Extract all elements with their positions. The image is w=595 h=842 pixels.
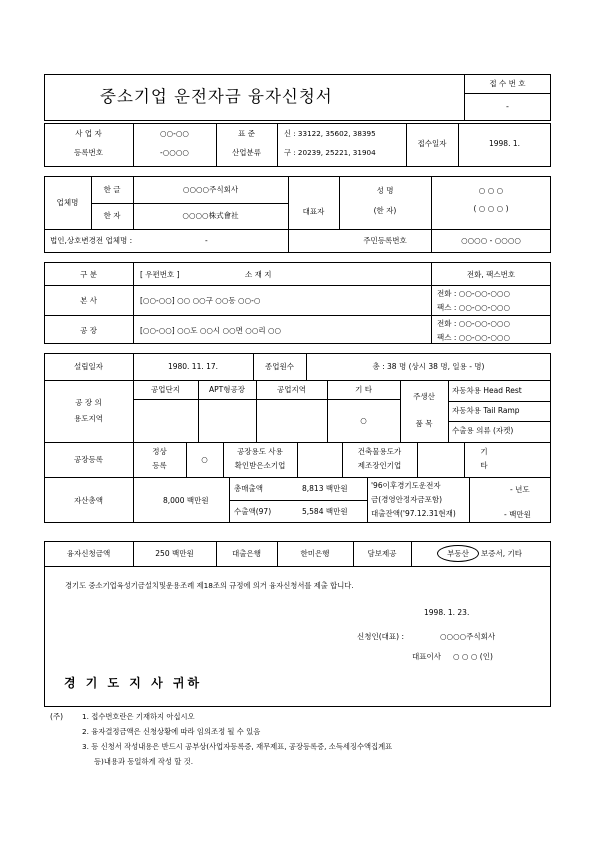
zone-label: 공 장 의 bbox=[75, 398, 102, 407]
zone-label-2: 용도지역 bbox=[74, 414, 103, 423]
resident-number-value: ○○○○ - ○○○○ bbox=[461, 236, 521, 245]
zone-col-other: 기 타 bbox=[355, 385, 372, 394]
exports-label: 수출액(97) bbox=[234, 507, 272, 516]
total-sales-label: 총매출액 bbox=[234, 484, 263, 493]
product-3: 수출용 의류 (자켓) bbox=[452, 426, 514, 435]
location-header-phone: 전화, 팩스번호 bbox=[466, 270, 516, 279]
collateral-label: 담보제공 bbox=[367, 549, 397, 558]
hq-address: [○○-○○] ○○ ○○구 ○○동 ○○-○ bbox=[140, 296, 261, 305]
hangul-label: 한 글 bbox=[103, 185, 121, 194]
industry-class-label: 표 준 bbox=[238, 129, 255, 138]
building-use-label-2: 제조장인기업 bbox=[357, 461, 402, 470]
industry-class-old: 구 : 20239, 25221, 31904 bbox=[284, 148, 376, 157]
factory-registration-label: 공장등록 bbox=[74, 455, 103, 464]
company-name-hanja: ○○○○株式會社 bbox=[182, 211, 239, 220]
confirmed-use-label-2: 확인받은소기업 bbox=[234, 461, 286, 470]
previous-name-value: - bbox=[205, 236, 208, 245]
total-assets-value: 8,000 백만원 bbox=[163, 496, 209, 505]
previous-name-label: 법인,상호변경전 업체명 : bbox=[50, 236, 133, 245]
receipt-date-label: 접수일자 bbox=[417, 139, 447, 148]
collateral-real-estate: 부동산 bbox=[447, 549, 469, 558]
requested-amount-label: 융자신청금액 bbox=[66, 549, 111, 558]
main-product-label-2: 품 목 bbox=[415, 419, 433, 428]
zone-col-industrial-area: 공업지역 bbox=[277, 385, 306, 394]
submission-statement: 경기도 중소기업육성기금설치및운용조례 제18조의 규정에 의거 융자신청서를 제출 합니다. bbox=[65, 581, 354, 590]
normal-registration-label-2: 등록 bbox=[152, 461, 167, 470]
employee-count-label: 종업원수 bbox=[265, 362, 294, 371]
industry-class-new: 신 : 33122, 35602, 38395 bbox=[284, 129, 376, 138]
loan-balance-label-3: 대출잔액('97.12.31현재) bbox=[371, 509, 456, 518]
established-date-value: 1980. 11. 17. bbox=[167, 362, 219, 371]
business-number-value: ○○-○○ bbox=[160, 129, 189, 138]
note-item-1: 1. 접수번호란은 기재하지 아십시오 bbox=[82, 712, 195, 721]
company-name-label: 업체명 bbox=[56, 198, 79, 207]
factory-phone: 전화 : ○○-○○-○○○ bbox=[437, 319, 511, 328]
product-1: 자동차용 Head Rest bbox=[452, 386, 522, 395]
company-name-hangul: ○○○○주식회사 bbox=[182, 185, 239, 194]
notes-label: (주) bbox=[50, 712, 64, 721]
ceo-value: ○ ○ ○ (인) bbox=[453, 652, 493, 661]
form-title: 중소기업 운전자금 융자신청서 bbox=[100, 87, 333, 106]
business-number-label-2: 등록번호 bbox=[74, 148, 103, 157]
normal-registration-mark: ○ bbox=[201, 455, 208, 464]
ceo-label: 대표이사 bbox=[412, 652, 441, 661]
registration-other-label-2: 타 bbox=[480, 461, 488, 470]
representative-label: 대표자 bbox=[302, 207, 325, 216]
industry-class-label-2: 산업분류 bbox=[232, 148, 261, 157]
exports-value: 5,584 백만원 bbox=[302, 507, 348, 516]
note-item-2: 2. 융자결정금액은 신청상황에 따라 임의조정 될 수 있음 bbox=[82, 727, 261, 736]
loan-year-value: - 년도 bbox=[510, 485, 530, 494]
established-date-label: 설립일자 bbox=[74, 362, 103, 371]
hq-fax: 팩스 : ○○-○○-○○○ bbox=[437, 303, 511, 312]
loan-balance-label-2: 금(경영안정자금포함) bbox=[371, 495, 443, 504]
rep-name-value: ○ ○ ○ bbox=[478, 186, 504, 195]
rep-name-hanja-value: ( ○ ○ ○ ) bbox=[473, 204, 509, 213]
normal-registration-label: 정상 bbox=[152, 447, 167, 456]
zone-col-apt-factory: APT형공장 bbox=[209, 385, 245, 394]
applicant-label: 신청인(대표) : bbox=[357, 632, 404, 641]
note-item-3-continued: 등)내용과 동일하게 작성 할 것. bbox=[94, 757, 194, 766]
factory-fax: 팩스 : ○○-○○-○○○ bbox=[437, 333, 511, 342]
rep-name-label: 성 명 bbox=[376, 186, 394, 195]
loan-amount-value: - 백만원 bbox=[504, 510, 531, 519]
receipt-number-label: 접 수 번 호 bbox=[489, 79, 526, 88]
zone-col-industrial-complex: 공업단지 bbox=[151, 385, 180, 394]
lending-bank-label: 대출은행 bbox=[232, 549, 261, 558]
loan-balance-label: '96이후경기도운전자 bbox=[371, 481, 441, 490]
receipt-date-value: 1998. 1. bbox=[488, 139, 520, 148]
product-2: 자동차용 Tail Ramp bbox=[452, 406, 520, 415]
factory-address: [○○-○○] ○○도 ○○시 ○○면 ○○리 ○○ bbox=[140, 326, 282, 335]
business-number-value-2: -○○○○ bbox=[160, 148, 189, 157]
hq-phone: 전화 : ○○-○○-○○○ bbox=[437, 289, 511, 298]
requested-amount-value: 250 백만원 bbox=[155, 549, 194, 558]
hq-label: 본 사 bbox=[80, 296, 97, 305]
confirmed-use-label: 공장용도 사용 bbox=[237, 447, 283, 456]
collateral-other: 보증서, 기타 bbox=[481, 549, 522, 558]
note-item-3: 3. 등 신청서 작성내용은 반드시 공부상(사업자등록증, 재무제표, 공장등록증, 소득세징수액집계표 bbox=[82, 742, 393, 751]
total-sales-value: 8,813 백만원 bbox=[302, 484, 348, 493]
business-number-label: 사 업 자 bbox=[75, 129, 102, 138]
total-assets-label: 자산총액 bbox=[74, 496, 103, 505]
hanja-label: 한 자 bbox=[103, 211, 121, 220]
application-date: 1998. 1. 23. bbox=[424, 608, 470, 617]
location-header-zip: [ 우편번호 ] bbox=[140, 270, 180, 279]
rep-hanja-label: (한 자) bbox=[373, 206, 397, 215]
location-header-gubun: 구 분 bbox=[80, 270, 97, 279]
zone-mark: ○ bbox=[360, 416, 367, 425]
registration-other-label: 기 bbox=[480, 447, 488, 456]
building-use-label: 건축물용도가 bbox=[357, 447, 402, 456]
resident-number-label: 주민등록번호 bbox=[363, 236, 407, 245]
addressee: 경 기 도 지 사 귀하 bbox=[64, 676, 203, 690]
applicant-value: ○○○○주식회사 bbox=[440, 632, 496, 641]
employee-count-value: 총 : 38 명 (상시 38 명, 일용 - 명) bbox=[372, 362, 485, 371]
main-product-label: 주생산 bbox=[413, 392, 435, 401]
receipt-number-value: - bbox=[506, 102, 509, 111]
lending-bank-value: 한미은행 bbox=[300, 549, 330, 558]
factory-label: 공 장 bbox=[80, 326, 97, 335]
location-header-address: 소 재 지 bbox=[245, 270, 272, 279]
